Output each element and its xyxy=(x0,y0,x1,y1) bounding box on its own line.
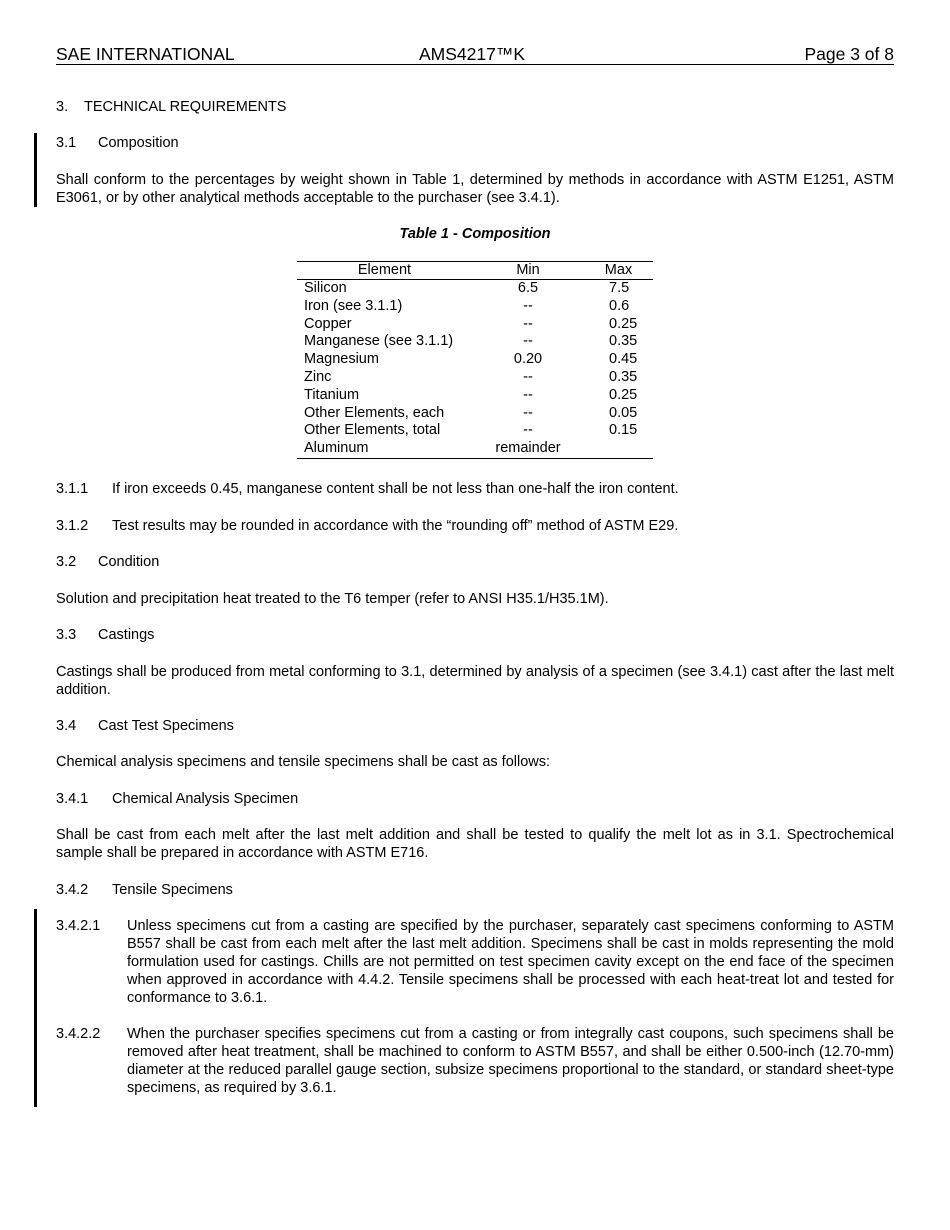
cell-min: 0.20 xyxy=(513,351,543,368)
section-number: 3.4.2 xyxy=(56,882,89,898)
section-number: 3.1.2 xyxy=(56,518,89,534)
table-row xyxy=(297,405,653,423)
section-body: Unless specimens cut from a casting are specified by the purchaser, separately cast specimens conforming to ASTM B557 shall be cast from each melt after the last melt addition. Specimens shall be cast in molds representing the mold formulation used for castings. Chills are not permitted on test specimen cavity except on the end face of the specimen when approved in accordance with 4.4.2. Tensile specimens shall be processed with each heat-treat lot and tested for conformance to 3.6.1. xyxy=(127,918,894,1006)
table-row xyxy=(297,280,653,298)
cell-element: Other Elements, each xyxy=(304,404,445,421)
section-3-1-1 xyxy=(56,480,894,498)
section-3-4-1-body: Shall be cast from each melt after the last melt addition and shall be tested to qualify the melt lot as in 3.1. Spectrochemical sample shall be prepared in accordance with ASTM E716. xyxy=(56,827,894,861)
section-3-2-heading xyxy=(56,553,894,571)
cell-max: 0.15 xyxy=(609,422,638,439)
cell-max xyxy=(584,440,653,458)
cell-max: 0.35 xyxy=(609,368,638,385)
section-title: Composition xyxy=(98,135,179,151)
section-number: 3.4.1 xyxy=(56,791,89,807)
section-3-4-2-heading xyxy=(56,881,894,899)
cell-min: -- xyxy=(523,386,533,403)
section-number: 3.1 xyxy=(56,135,77,151)
section-3-heading xyxy=(56,98,894,116)
section-title: Condition xyxy=(98,554,160,570)
cell-min: -- xyxy=(523,368,533,385)
table-row xyxy=(297,422,653,440)
cell-element: Manganese (see 3.1.1) xyxy=(304,333,454,350)
cell-min: -- xyxy=(523,297,533,314)
section-body: If iron exceeds 0.45, manganese content shall be not less than one-half the iron content. xyxy=(112,481,679,497)
table-row xyxy=(297,369,653,387)
table-row xyxy=(297,387,653,405)
cell-min: 6.5 xyxy=(517,280,539,296)
column-header-element: Element xyxy=(297,262,472,280)
section-body: Test results may be rounded in accordance with the “rounding off” method of ASTM E29. xyxy=(112,518,679,534)
section-3-1-heading xyxy=(56,134,894,152)
section-3-4-body: Chemical analysis specimens and tensile specimens shall be cast as follows: xyxy=(56,754,551,770)
cell-max: 7.5 xyxy=(609,280,630,296)
composition-table xyxy=(297,261,653,459)
page-header xyxy=(56,44,894,65)
cell-element: Copper xyxy=(304,315,352,332)
revision-change-bar xyxy=(34,909,37,1107)
section-number: 3. xyxy=(56,99,69,115)
section-3-2-body: Solution and precipitation heat treated to the T6 temper (refer to ANSI H35.1/H35.1M). xyxy=(56,591,609,607)
cell-element: Titanium xyxy=(304,386,360,403)
section-number: 3.4.2.1 xyxy=(56,918,101,934)
section-3-4-2-2 xyxy=(56,1025,894,1097)
section-3-1-2 xyxy=(56,517,894,535)
section-3-3-body: Castings shall be produced from metal conforming to 3.1, determined by analysis of a specimen (see 3.4.1) cast after the last melt addition. xyxy=(56,664,894,698)
header-organization: SAE INTERNATIONAL xyxy=(56,44,235,64)
section-title: Tensile Specimens xyxy=(112,882,233,898)
section-3-4-1-heading xyxy=(56,790,894,808)
section-number: 3.4.2.2 xyxy=(56,1026,101,1042)
column-header-max: Max xyxy=(584,262,653,280)
cell-element: Magnesium xyxy=(304,351,379,368)
table-header-row xyxy=(297,262,653,280)
cell-min: -- xyxy=(523,422,533,439)
header-page-number: Page 3 of 8 xyxy=(804,44,894,64)
cell-min: -- xyxy=(523,333,533,350)
cell-min: -- xyxy=(523,404,533,421)
section-3-4-2-1 xyxy=(56,917,894,1007)
cell-element: Zinc xyxy=(304,368,332,385)
cell-min: -- xyxy=(523,315,533,332)
header-document-id: AMS4217™K xyxy=(419,44,526,64)
cell-max: 0.45 xyxy=(609,351,638,368)
table-1-title: Table 1 - Composition xyxy=(399,226,551,242)
section-number: 3.3 xyxy=(56,627,77,643)
section-title: TECHNICAL REQUIREMENTS xyxy=(84,99,287,115)
section-3-4-heading xyxy=(56,717,894,735)
section-title: Cast Test Specimens xyxy=(98,718,234,734)
cell-max: 0.25 xyxy=(609,315,638,332)
revision-change-bar xyxy=(34,133,37,207)
section-title: Chemical Analysis Specimen xyxy=(112,791,299,807)
cell-max: 0.25 xyxy=(609,386,638,403)
cell-min: remainder xyxy=(472,440,584,458)
table-row xyxy=(297,298,653,316)
cell-max: 0.35 xyxy=(609,333,638,350)
section-title: Castings xyxy=(98,627,155,643)
table-row xyxy=(297,333,653,351)
cell-max: 0.6 xyxy=(609,297,630,314)
cell-element: Silicon xyxy=(304,280,347,296)
section-3-3-heading xyxy=(56,626,894,644)
cell-element: Other Elements, total xyxy=(304,422,441,439)
section-number: 3.4 xyxy=(56,718,77,734)
table-row xyxy=(297,351,653,369)
cell-element: Aluminum xyxy=(297,440,472,458)
section-number: 3.1.1 xyxy=(56,481,89,497)
section-3-1-body: Shall conform to the percentages by weight shown in Table 1, determined by methods in accordance with ASTM E1251, ASTM E3061, or by other analytical methods acceptable to the purchaser (see 3.4.1). xyxy=(56,172,894,206)
table-row xyxy=(297,440,653,458)
cell-element: Iron (see 3.1.1) xyxy=(304,297,403,314)
section-body: When the purchaser specifies specimens cut from a casting or from integrally cast coupons, such specimens shall be removed after heat treatment, shall be machined to conform to ASTM B557, and shall be either 0.500-inch (12.70-mm) diameter at the reduced parallel gauge section, subsize specimens proportional to the standard, or standard sheet-type specimens, as required by 3.6.1. xyxy=(127,1026,894,1096)
column-header-min: Min xyxy=(472,262,584,280)
section-number: 3.2 xyxy=(56,554,77,570)
table-row xyxy=(297,316,653,334)
cell-max: 0.05 xyxy=(609,404,638,421)
